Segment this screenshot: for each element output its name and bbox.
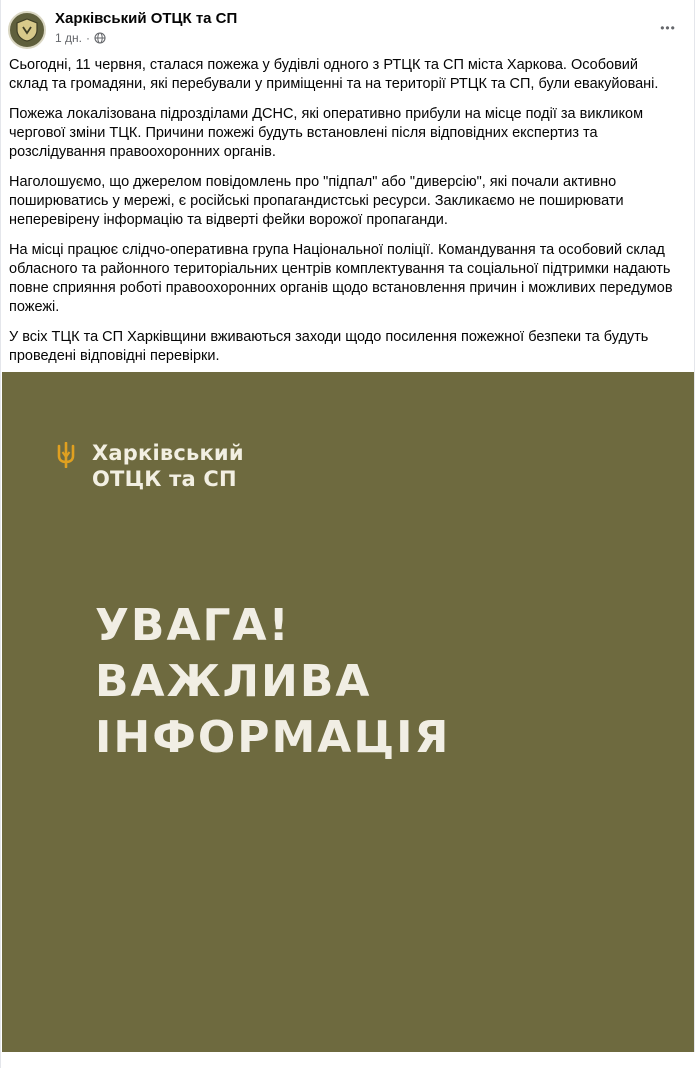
- brand-line-2: ОТЦК та СП: [92, 467, 237, 491]
- more-options-button[interactable]: [654, 14, 682, 42]
- globe-icon: [94, 32, 106, 44]
- post-meta: [55, 31, 106, 45]
- brand-line-1: Харківський: [92, 441, 244, 465]
- page-avatar[interactable]: [8, 11, 46, 49]
- post-header: [1, 0, 695, 56]
- post-paragraph: На місці працює слідчо-оперативна група Національної поліції. Командування та особовий склад обласного та районного територіальних центрів комплектування та соціальної підтримки надають повне сприяння роботі правоохоронних органів щодо встановлення причин і можливих передумов пожежі.: [9, 242, 673, 315]
- post-paragraph: Пожежа локалізована підрозділами ДСНС, які оперативно прибули на місце події за викликом чергової зміни ТЦК. Причини пожежі будуть встановлені після відповідних експертиз та розслідування правоохоронних органів.: [9, 106, 644, 160]
- image-brand: [56, 440, 244, 492]
- headline-line-1: УВАГА!: [95, 600, 291, 651]
- meta-separator: ·: [85, 31, 90, 45]
- post-paragraph: Сьогодні, 11 червня, сталася пожежа у будівлі одного з РТЦК та СП міста Харкова. Особовий склад та громадяни, які перебували у приміщенні та на території РТЦК та СП, були евакуйовані.: [9, 57, 659, 92]
- headline-line-2: ВАЖЛИВА: [95, 656, 372, 707]
- headline-line-3: ІНФОРМАЦІЯ: [95, 712, 451, 763]
- post-paragraph: Наголошуємо, що джерелом повідомлень про "підпал" або "диверсію", які почали активно поширюватись у мережі, є російські пропагандистські ресурси. Закликаємо не поширювати неперевірену інформацію та відверті фейки ворожої пропаганди.: [9, 174, 624, 228]
- post-text: [9, 56, 679, 377]
- shield-emblem-icon: [14, 17, 40, 43]
- image-headline: [95, 598, 450, 766]
- post-image[interactable]: [2, 372, 694, 1052]
- more-dots-icon: •••: [660, 21, 676, 35]
- author-name[interactable]: Харківський ОТЦК та СП: [55, 10, 238, 27]
- post-paragraph: У всіх ТЦК та СП Харківщини вживаються заходи щодо посилення пожежної безпеки та будуть проведені відповідні перевірки.: [9, 329, 649, 364]
- post-time[interactable]: 1 дн.: [55, 31, 82, 45]
- post-footer: [1, 1052, 695, 1068]
- trident-icon: [56, 442, 76, 468]
- image-brand-name: [92, 440, 244, 492]
